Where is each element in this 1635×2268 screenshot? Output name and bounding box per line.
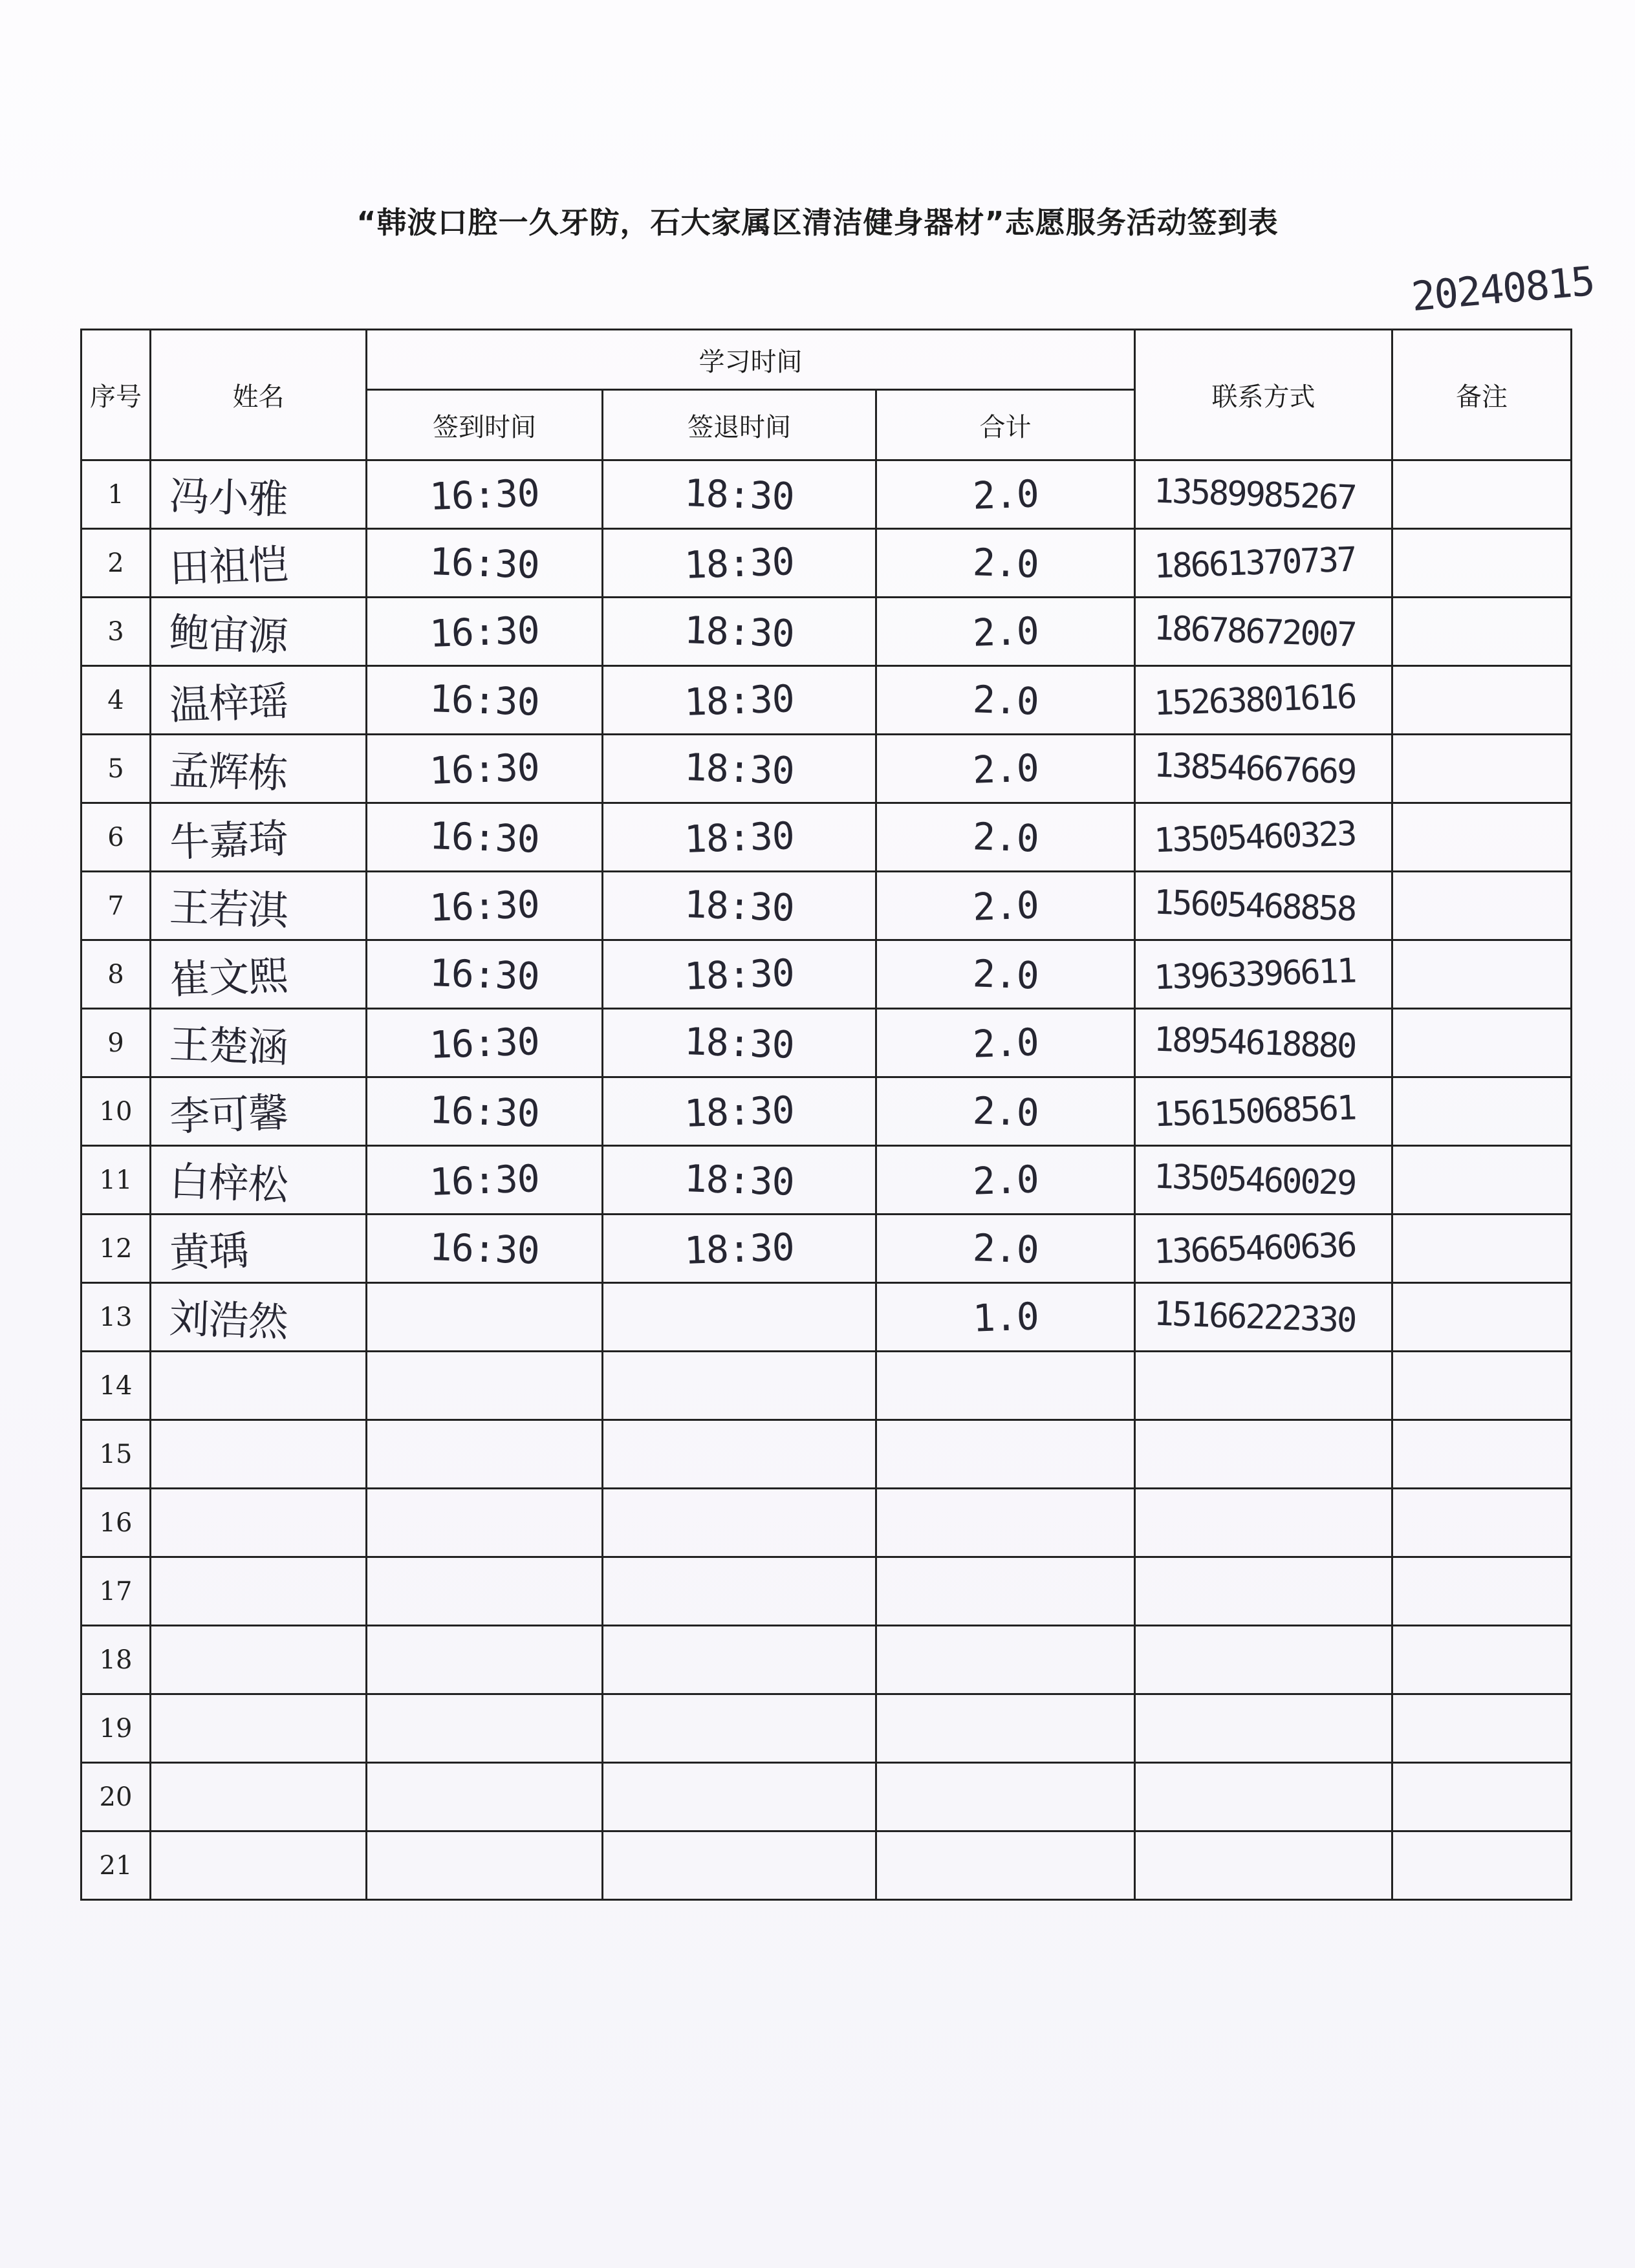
row-index: 7 [81,872,151,940]
row-phone [1135,1420,1392,1489]
row-sign-in-text: 16:30 [429,607,540,656]
row-name [151,1077,367,1146]
row-index: 1 [81,460,151,529]
row-total [876,735,1135,803]
row-total-text: 2.0 [971,1156,1039,1204]
table-row [81,1694,1572,1763]
row-total [876,529,1135,598]
row-phone [1135,666,1392,735]
header-total: 合计 [876,390,1135,460]
row-remark [1392,1146,1572,1215]
row-total-text: 2.0 [971,951,1039,998]
row-total [876,1626,1135,1694]
row-sign-in-text: 16:30 [429,950,540,999]
row-sign-in [367,1763,603,1831]
row-phone [1135,1146,1392,1215]
row-index: 10 [81,1077,151,1146]
row-sign-in [367,940,603,1009]
row-phone-text: 13854667669 [1153,746,1356,792]
row-sign-out-text: 18:30 [684,1224,795,1273]
row-remark [1392,735,1572,803]
table-row [81,598,1572,666]
row-index: 15 [81,1420,151,1489]
row-total [876,940,1135,1009]
row-total [876,1420,1135,1489]
row-total [876,1489,1135,1557]
row-sign-out [603,1077,876,1146]
table-row [81,1420,1572,1489]
table-row [81,460,1572,529]
row-index: 3 [81,598,151,666]
row-total [876,598,1135,666]
row-name [151,1352,367,1420]
row-phone-text: 15605468858 [1153,883,1356,929]
row-sign-out [603,666,876,735]
row-name-text: 田祖恺 [168,540,289,592]
row-index: 8 [81,940,151,1009]
document-title: “韩波口腔一久牙防，石大家属区清洁健身器材”志愿服务活动签到表 [356,205,1279,240]
row-name [151,803,367,872]
row-remark [1392,1831,1572,1900]
row-total [876,872,1135,940]
row-name [151,1009,367,1077]
row-sign-out-text: 18:30 [684,1156,795,1204]
row-remark [1392,529,1572,598]
row-name [151,598,367,666]
row-total [876,1077,1135,1146]
row-name [151,460,367,529]
row-phone [1135,1694,1392,1763]
row-sign-in [367,529,603,598]
row-phone [1135,598,1392,666]
row-sign-out [603,1420,876,1489]
row-index: 5 [81,735,151,803]
row-phone [1135,735,1392,803]
table-body [81,460,1572,1900]
row-name [151,1626,367,1694]
row-total-text: 2.0 [971,539,1039,587]
table-row [81,872,1572,940]
row-index: 14 [81,1352,151,1420]
row-total [876,1146,1135,1215]
row-sign-in-text: 16:30 [429,1087,540,1136]
row-sign-out [603,803,876,872]
row-name-text: 温梓瑶 [168,677,289,729]
table-row [81,1077,1572,1146]
row-sign-out [603,1146,876,1215]
row-sign-in [367,1694,603,1763]
row-total-text: 2.0 [971,676,1039,724]
row-sign-out-text: 18:30 [684,607,795,656]
row-phone [1135,1489,1392,1557]
table-row [81,529,1572,598]
row-name [151,1146,367,1215]
row-total-text: 2.0 [971,1225,1039,1272]
row-sign-out [603,460,876,529]
row-total [876,1763,1135,1831]
row-name-text: 牛嘉琦 [168,814,289,867]
row-total [876,1694,1135,1763]
row-remark [1392,940,1572,1009]
table-row [81,735,1572,803]
row-name [151,872,367,940]
row-phone [1135,529,1392,598]
row-sign-in-text: 16:30 [429,470,540,519]
row-sign-out [603,1009,876,1077]
row-sign-in [367,1215,603,1283]
row-name [151,1763,367,1831]
row-name-text: 孟辉栋 [168,746,289,798]
header-remarks: 备注 [1392,330,1572,460]
row-phone-text: 13589985267 [1153,471,1356,517]
row-sign-in-text: 16:30 [429,744,540,793]
row-total [876,1831,1135,1900]
row-remark [1392,1352,1572,1420]
row-sign-out [603,1694,876,1763]
row-phone-text: 18954618880 [1153,1020,1356,1066]
row-name-text: 黄瑀 [168,1226,250,1277]
row-name-text: 李可馨 [168,1088,289,1141]
row-index: 6 [81,803,151,872]
row-phone-text: 18661370737 [1153,540,1356,586]
row-name [151,1489,367,1557]
row-phone [1135,1283,1392,1352]
row-phone-text: 15166222330 [1153,1294,1356,1340]
table-row [81,803,1572,872]
row-name [151,1420,367,1489]
header-name: 姓名 [151,330,367,460]
row-remark [1392,460,1572,529]
row-total-text: 2.0 [971,882,1039,929]
row-index: 16 [81,1489,151,1557]
row-remark [1392,1557,1572,1626]
row-sign-in [367,1557,603,1626]
row-sign-out-text: 18:30 [684,950,795,999]
row-phone [1135,872,1392,940]
row-sign-in [367,1831,603,1900]
row-name-text: 冯小雅 [168,471,289,524]
row-sign-out [603,1215,876,1283]
row-remark [1392,1420,1572,1489]
header-study-time: 学习时间 [367,330,1135,390]
table-row [81,1215,1572,1283]
row-sign-out-text: 18:30 [684,470,795,519]
row-sign-in [367,1146,603,1215]
header-contact: 联系方式 [1135,330,1392,460]
row-sign-out [603,940,876,1009]
row-sign-out-text: 18:30 [684,1087,795,1136]
row-sign-in [367,598,603,666]
row-phone [1135,803,1392,872]
row-index: 19 [81,1694,151,1763]
row-sign-out [603,1489,876,1557]
row-index: 20 [81,1763,151,1831]
table-row [81,1763,1572,1831]
row-remark [1392,666,1572,735]
row-sign-out [603,1283,876,1352]
row-name-text: 鲍宙源 [168,609,289,661]
row-index: 2 [81,529,151,598]
table-row [81,1557,1572,1626]
row-sign-in [367,460,603,529]
row-phone [1135,1626,1392,1694]
row-phone [1135,1557,1392,1626]
row-total-text: 1.0 [971,1293,1039,1341]
row-sign-out-text: 18:30 [684,881,795,930]
row-sign-in [367,1077,603,1146]
row-sign-out [603,735,876,803]
table-row [81,1146,1572,1215]
row-sign-out [603,1557,876,1626]
row-sign-in [367,1420,603,1489]
row-sign-out [603,1626,876,1694]
row-name [151,1694,367,1763]
row-total [876,1215,1135,1283]
header-index: 序号 [81,330,151,460]
row-sign-in-text: 16:30 [429,676,540,724]
row-name-text: 王楚涵 [168,1020,289,1072]
row-total [876,803,1135,872]
row-sign-in [367,1352,603,1420]
row-phone [1135,1352,1392,1420]
row-name [151,1215,367,1283]
row-sign-out-text: 18:30 [684,813,795,861]
row-name-text: 白梓松 [168,1157,289,1209]
row-sign-out [603,1352,876,1420]
row-remark [1392,1626,1572,1694]
row-sign-in-text: 16:30 [429,1224,540,1273]
row-sign-in-text: 16:30 [429,1156,540,1204]
row-name [151,1831,367,1900]
row-index: 11 [81,1146,151,1215]
row-phone-text: 18678672007 [1153,609,1356,654]
row-phone-text: 13665460636 [1153,1226,1356,1271]
row-name [151,940,367,1009]
row-total-text: 2.0 [971,471,1039,518]
row-total-text: 2.0 [971,745,1039,792]
row-sign-out-text: 18:30 [684,1019,795,1067]
table-row [81,666,1572,735]
table-row [81,1352,1572,1420]
sign-in-table [80,329,1572,1901]
row-sign-out-text: 18:30 [684,539,795,587]
row-index: 4 [81,666,151,735]
row-phone-text: 15615068561 [1153,1088,1356,1134]
row-index: 9 [81,1009,151,1077]
row-index: 21 [81,1831,151,1900]
table-row [81,940,1572,1009]
row-sign-out [603,872,876,940]
row-remark [1392,598,1572,666]
row-name [151,1283,367,1352]
row-total [876,1352,1135,1420]
row-index: 18 [81,1626,151,1694]
row-sign-in-text: 16:30 [429,1019,540,1067]
row-total [876,1009,1135,1077]
row-index: 13 [81,1283,151,1352]
row-remark [1392,1009,1572,1077]
row-sign-in-text: 16:30 [429,813,540,861]
row-remark [1392,1077,1572,1146]
row-remark [1392,1763,1572,1831]
row-phone-text: 15263801616 [1153,677,1356,723]
row-remark [1392,1489,1572,1557]
row-name [151,529,367,598]
row-phone-text: 13963396611 [1153,951,1356,997]
row-remark [1392,803,1572,872]
row-total [876,1283,1135,1352]
row-index: 17 [81,1557,151,1626]
row-phone [1135,1215,1392,1283]
row-name-text: 刘浩然 [168,1294,289,1346]
row-phone-text: 13505460323 [1153,814,1356,860]
row-name-text: 王若淇 [168,883,289,935]
row-remark [1392,1694,1572,1763]
header-sign-out: 签退时间 [603,390,876,460]
row-phone [1135,460,1392,529]
row-phone [1135,1831,1392,1900]
row-phone [1135,1763,1392,1831]
row-sign-in [367,1009,603,1077]
row-total [876,1557,1135,1626]
row-sign-in [367,1283,603,1352]
row-total [876,460,1135,529]
row-name [151,666,367,735]
row-sign-in [367,1489,603,1557]
handwritten-date: 20240815 [1409,257,1596,321]
row-phone [1135,940,1392,1009]
row-sign-in-text: 16:30 [429,881,540,930]
row-sign-in [367,872,603,940]
row-remark [1392,1215,1572,1283]
table-row [81,1831,1572,1900]
row-sign-out-text: 18:30 [684,744,795,793]
row-phone [1135,1077,1392,1146]
row-total [876,666,1135,735]
row-sign-in [367,735,603,803]
row-phone-text: 13505460029 [1153,1157,1356,1203]
row-name [151,1557,367,1626]
row-total-text: 2.0 [971,608,1039,655]
row-total-text: 2.0 [971,814,1039,861]
row-index: 12 [81,1215,151,1283]
row-sign-out [603,1831,876,1900]
table-row [81,1626,1572,1694]
header-sign-in: 签到时间 [367,390,603,460]
row-remark [1392,872,1572,940]
table-row [81,1489,1572,1557]
row-remark [1392,1283,1572,1352]
row-phone [1135,1009,1392,1077]
row-name-text: 崔文熙 [168,951,289,1004]
row-sign-in [367,1626,603,1694]
row-sign-out [603,529,876,598]
row-sign-out [603,1763,876,1831]
row-sign-in [367,666,603,735]
row-sign-out-text: 18:30 [684,676,795,724]
row-sign-out [603,598,876,666]
table-row [81,1283,1572,1352]
row-sign-in-text: 16:30 [429,539,540,587]
row-name [151,735,367,803]
table-row [81,1009,1572,1077]
row-sign-in [367,803,603,872]
row-total-text: 2.0 [971,1088,1039,1135]
row-total-text: 2.0 [971,1019,1039,1066]
